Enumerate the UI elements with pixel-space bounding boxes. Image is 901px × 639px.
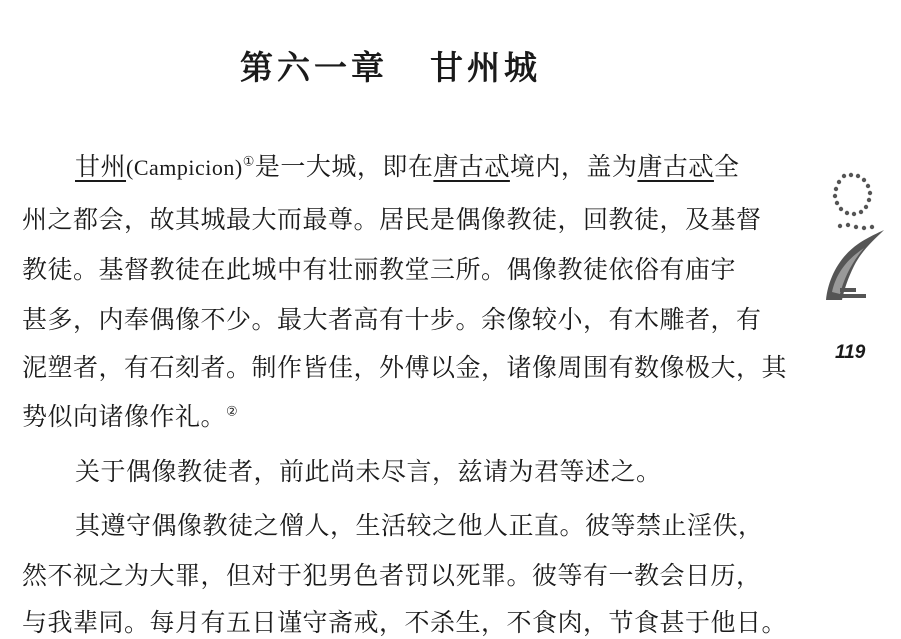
text-line: [22, 603, 787, 639]
chapter-number: 第六一章: [240, 48, 388, 87]
text-segment: 境内，盖为: [509, 152, 638, 181]
text-segment: 是一大城，即在: [254, 152, 434, 181]
text-segment: 全: [713, 152, 740, 181]
place-name: 甘州: [75, 152, 127, 181]
chapter-ornament: [818, 170, 888, 310]
text-segment: 州之都会，故其城最大而最尊。居民是偶像教徒，回教徒，及基督: [22, 205, 762, 234]
text-segment: 甚多，内奉偶像不少。最大者高有十步。余像较小，有木雕者，有: [22, 305, 762, 334]
page-number: 119: [835, 342, 866, 363]
text-line: [75, 452, 662, 488]
text-line: [22, 200, 762, 236]
chapter-name: 甘州城: [430, 48, 541, 87]
text-line: [75, 147, 739, 183]
text-segment: 势似向诸像作礼。: [22, 402, 227, 431]
text-segment: 泥塑者，有石刻者。制作皆佳，外傅以金，诸像周围有数像极大，其: [22, 353, 788, 382]
chapter-title: [240, 42, 580, 89]
footnote-marker: ①: [242, 154, 255, 170]
footnote-marker: ②: [226, 404, 239, 420]
text-line: [22, 300, 762, 336]
place-name: 唐古忒: [637, 152, 714, 181]
text-line: [22, 397, 238, 433]
text-segment: 教徒。基督教徒在此城中有壮丽教堂三所。偶像教徒依俗有庙宇: [22, 255, 737, 284]
text-line: [22, 250, 736, 286]
text-segment: 然不视之为大罪，但对于犯男色者罚以死罪。彼等有一教会日历，: [22, 561, 762, 590]
latin-name: (Campicion): [126, 155, 243, 180]
text-line: [22, 556, 762, 592]
text-line: [75, 506, 764, 542]
text-segment: 其遵守偶像教徒之僧人，生活较之他人正直。彼等禁止淫佚，: [75, 511, 764, 540]
text-segment: 与我辈同。每月有五日谨守斋戒，不杀生，不食肉，节食甚于他日。: [22, 608, 788, 637]
place-name: 唐古忒: [433, 152, 510, 181]
text-line: [22, 348, 787, 384]
text-segment: 关于偶像教徒者，前此尚未尽言，兹请为君等述之。: [75, 457, 662, 486]
